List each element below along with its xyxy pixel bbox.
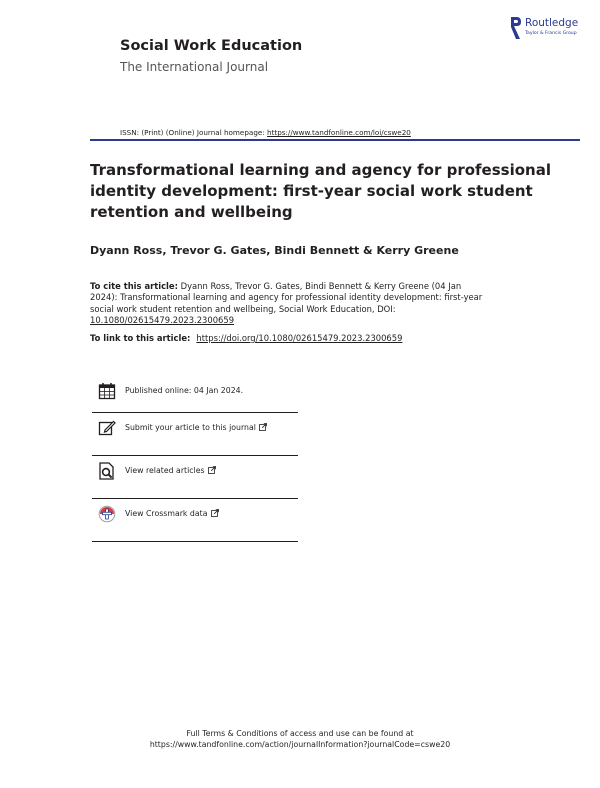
publisher-logo[interactable] <box>510 16 590 44</box>
related-articles-row[interactable] <box>92 456 298 498</box>
citation-text: Dyann Ross, Trevor G. Gates, Bindi Bennett & Kerry Greene (04 Jan 2024): Transformational learning and agency for professional identity development: first-year social work student retention and wellbeing, Social Work Education, DOI: <box>90 281 483 314</box>
citation-block <box>90 281 490 327</box>
crossmark-text[interactable] <box>125 509 219 518</box>
external-link-icon <box>259 423 267 431</box>
published-online-text: Published online: 04 Jan 2024. <box>125 386 244 395</box>
crossmark-label: View Crossmark data <box>125 509 208 518</box>
crossmark-icon <box>98 505 116 523</box>
citation-doi-link[interactable]: 10.1080/02615479.2023.2300659 <box>90 315 235 326</box>
submit-article-label: Submit your article to this journal <box>125 423 256 432</box>
published-online-row <box>92 376 298 412</box>
edit-pencil-icon <box>98 419 116 437</box>
info-divider <box>92 541 298 542</box>
calendar-icon <box>98 382 116 400</box>
footer-terms-text: Full Terms & Conditions of access and use can be found at <box>186 729 414 738</box>
external-link-icon <box>211 509 219 517</box>
submit-article-row[interactable] <box>92 413 298 455</box>
journal-title: Social Work Education <box>120 38 303 54</box>
routledge-logo-icon <box>510 16 522 40</box>
article-info-box <box>92 376 298 542</box>
header-rule <box>90 139 580 141</box>
article-authors: Dyann Ross, Trevor G. Gates, Bindi Bennett & Kerry Greene <box>90 244 459 257</box>
article-link-label: To link to this article: <box>90 333 191 343</box>
journal-subtitle: The International Journal <box>120 60 269 74</box>
submit-article-text[interactable] <box>125 423 267 432</box>
article-link-block <box>90 333 402 343</box>
related-articles-icon <box>98 462 116 480</box>
external-link-icon <box>208 466 216 474</box>
footer <box>0 728 600 750</box>
crossmark-row[interactable] <box>92 499 298 541</box>
citation-label: To cite this article: <box>90 281 178 291</box>
issn-label: ISSN: (Print) (Online) Journal homepage: <box>120 128 268 137</box>
issn-line <box>120 128 411 137</box>
publisher-name: Routledge <box>525 17 579 29</box>
article-title: Transformational learning and agency for professional identity development: first-year social work student retention and wellbeing <box>90 161 551 221</box>
journal-homepage-link[interactable]: https://www.tandfonline.com/loi/cswe20 <box>267 128 411 137</box>
related-articles-text[interactable] <box>125 466 216 475</box>
related-articles-label: View related articles <box>125 466 205 475</box>
article-doi-url[interactable]: https://doi.org/10.1080/02615479.2023.2300659 <box>196 333 403 343</box>
publisher-tagline: Taylor & Francis Group <box>525 31 577 36</box>
footer-terms-url[interactable]: https://www.tandfonline.com/action/journalInformation?journalCode=cswe20 <box>149 740 451 749</box>
